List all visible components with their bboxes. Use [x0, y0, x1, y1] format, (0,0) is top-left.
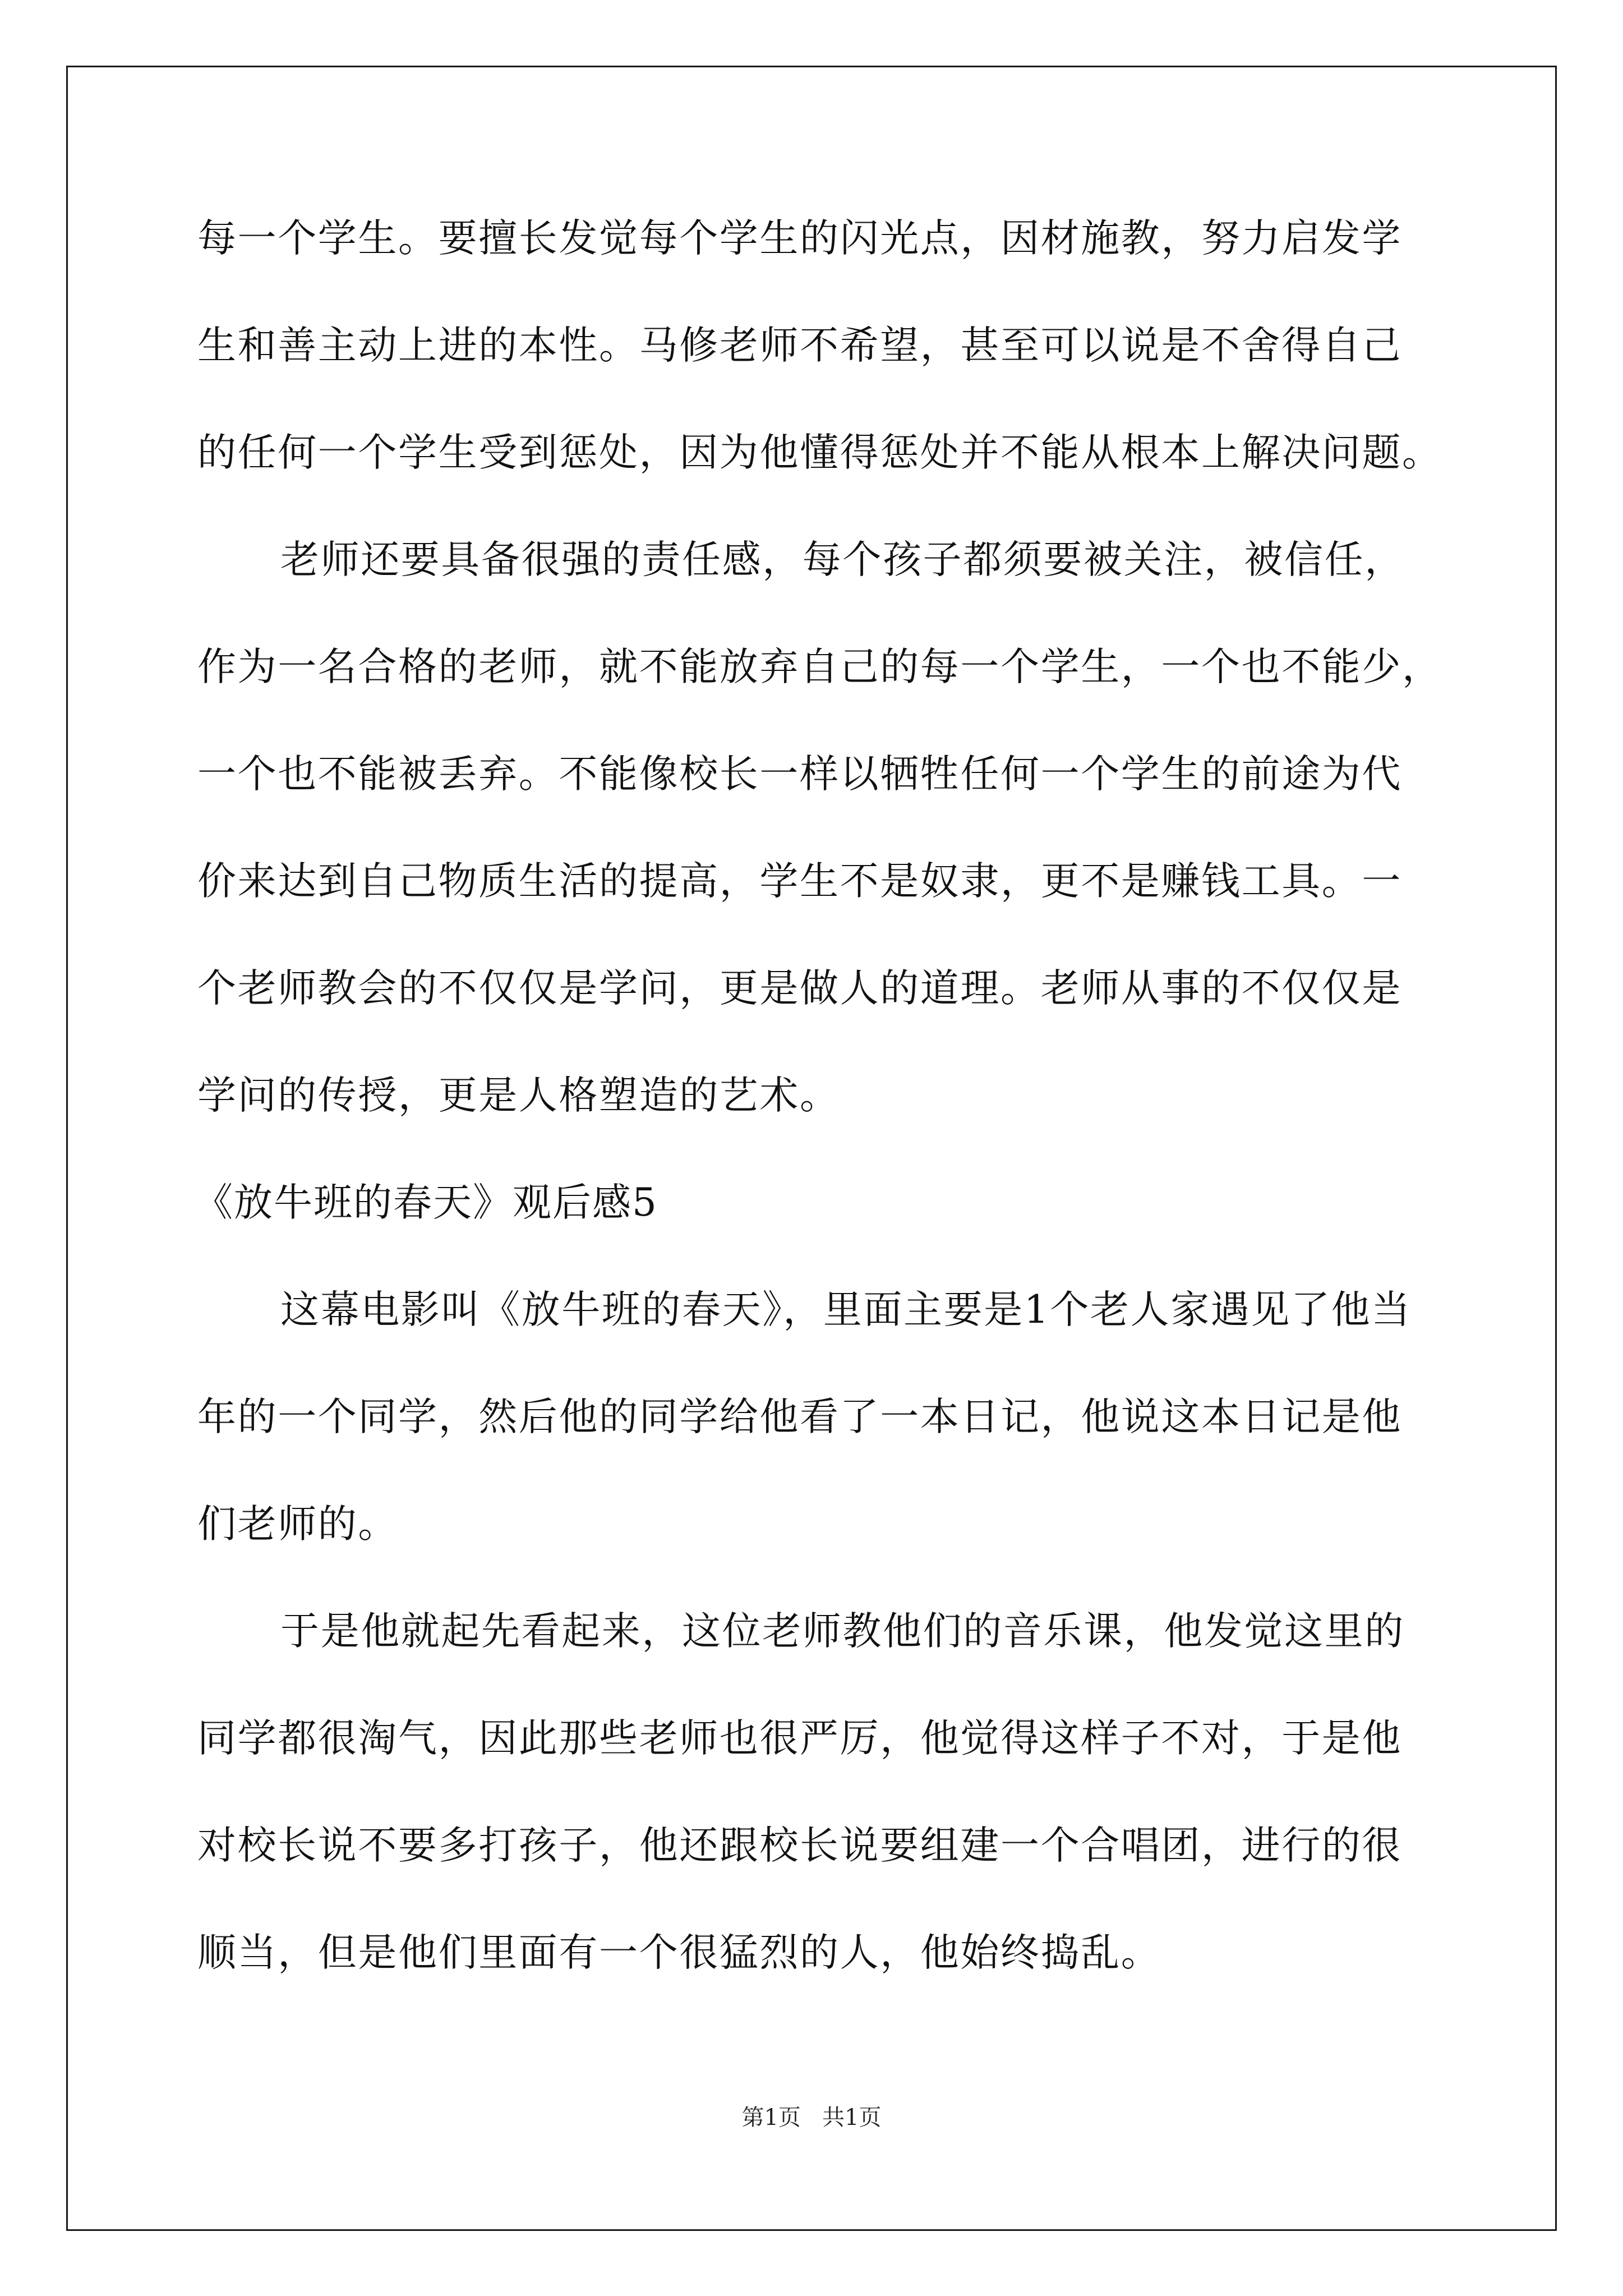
text-line: 学问的传授，更是人格塑造的艺术。 — [197, 1073, 840, 1118]
text-line: 个老师教会的不仅仅是学问，更是做人的道理。老师从事的不仅仅是 — [197, 966, 1402, 1011]
text-line: 同学都很淘气，因此那些老师也很严厉，他觉得这样子不对，于是他 — [197, 1716, 1402, 1761]
text-line: 一个也不能被丢弃。不能像校长一样以牺牲任何一个学生的前途为代 — [197, 752, 1402, 797]
text-line: 们老师的。 — [197, 1502, 398, 1547]
text-line: 价来达到自己物质生活的提高，学生不是奴隶，更不是赚钱工具。一 — [197, 859, 1402, 904]
text-line: 年的一个同学，然后他的同学给他看了一本日记，他说这本日记是他 — [197, 1395, 1402, 1439]
text-line: 作为一名合格的老师，就不能放弃自己的每一个学生，一个也不能少， — [197, 645, 1442, 689]
text-line: 对校长说不要多打孩子，他还跟校长说要组建一个合唱团，进行的很 — [197, 1823, 1402, 1868]
text-line: 的任何一个学生受到惩处，因为他懂得惩处并不能从根本上解决问题。 — [197, 430, 1442, 475]
text-line: 于是他就起先看起来，这位老师教他们的音乐课，他发觉这里的 — [280, 1609, 1405, 1654]
page-number-footer: 第1页 共1页 — [741, 2105, 882, 2131]
text-line: 老师还要具备很强的责任感，每个孩子都须要被关注，被信任， — [280, 537, 1405, 582]
text-line: 这幕电影叫《放牛班的春天》，里面主要是1个老人家遇见了他当 — [280, 1287, 1412, 1332]
text-line: 顺当，但是他们里面有一个很猛烈的人，他始终捣乱。 — [197, 1930, 1161, 1975]
text-line: 生和善主动上进的本性。马修老师不希望，甚至可以说是不舍得自己 — [197, 323, 1402, 368]
document-body — [194, 185, 1442, 2007]
section-heading: 《放牛班的春天》观后感5 — [194, 1180, 658, 1225]
text-line: 每一个学生。要擅长发觉每个学生的闪光点，因材施教，努力启发学 — [197, 216, 1402, 261]
